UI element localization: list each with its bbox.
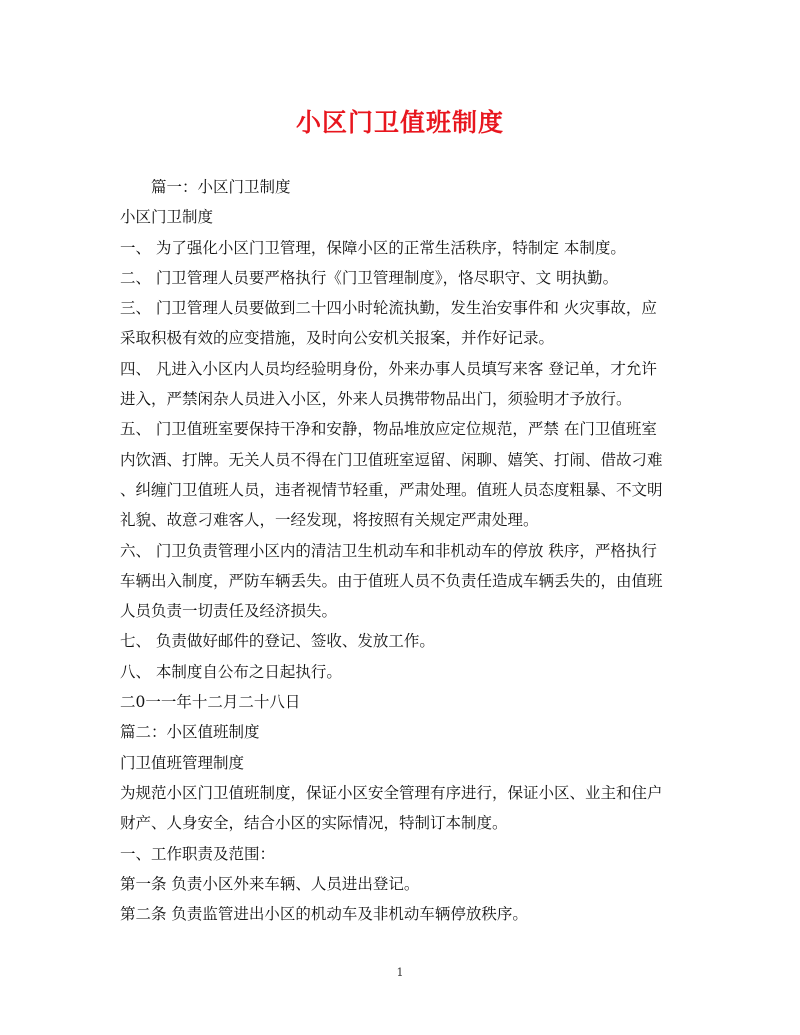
paragraph-line: 七、 负责做好邮件的登记、签收、发放工作。 [120, 632, 435, 651]
paragraph-line: 、纠缠门卫值班人员，违者视情节轻重，严肃处理。值班人员态度粗暴、不文明 [120, 480, 663, 499]
paragraph-line: 六、 门卫负责管理小区内的清洁卫生机动车和非机动车的停放 秩序，严格执行 [120, 541, 657, 560]
paragraph-line: 三、 门卫管理人员要做到二十四小时轮流执勤，发生治安事件和 火灾事故，应 [120, 299, 657, 318]
paragraph-line: 为规范小区门卫值班制度，保证小区安全管理有序进行，保证小区、业主和住户 [120, 783, 663, 802]
paragraph-line: 进入，严禁闲杂人员进入小区，外来人员携带物品出门，须验明才予放行。 [120, 390, 632, 409]
paragraph-line: 财产、人身安全，结合小区的实际情况，特制订本制度。 [120, 814, 508, 833]
paragraph-line: 门卫值班管理制度 [120, 753, 245, 772]
paragraph-line: 小区门卫制度 [120, 208, 214, 227]
paragraph-line: 内饮酒、打牌。无关人员不得在门卫值班室逗留、闲聊、嬉笑、打闹、借故刁难 [120, 450, 663, 469]
section-heading: 篇二：小区值班制度 [120, 723, 260, 742]
paragraph-line: 八、 本制度自公布之日起执行。 [120, 662, 342, 681]
paragraph-line: 车辆出入制度，严防车辆丢失。由于值班人员不负责任造成车辆丢失的，由值班 [120, 571, 663, 590]
paragraph-line: 礼貌、故意刁难客人，一经发现，将按照有关规定严肃处理。 [120, 511, 539, 530]
document-body [120, 172, 688, 929]
paragraph-line: 四、 凡进入小区内人员均经验明身份，外来办事人员填写来客 登记单，才允许 [120, 359, 657, 378]
section-heading: 篇一：小区门卫制度 [151, 178, 291, 196]
paragraph-line: 第二条 负责监管进出小区的机动车及非机动车辆停放秩序。 [120, 905, 528, 924]
paragraph-line: 采取积极有效的应变措施，及时向公安机关报案，并作好记录。 [120, 329, 555, 348]
document-title: 小区门卫值班制度 [295, 108, 504, 137]
page-number: 1 [396, 966, 404, 979]
paragraph-line: 二、 门卫管理人员要严格执行《门卫管理制度》，恪尽职守、文 明执勤。 [120, 268, 619, 287]
date-line: 二0一一年十二月二十八日 [120, 693, 301, 712]
paragraph-line: 人员负责一切责任及经济损失。 [120, 602, 338, 621]
paragraph-line: 五、 门卫值班室要保持干净和安静，物品堆放应定位规范，严禁 在门卫值班室 [120, 420, 657, 439]
paragraph-line: 第一条 负责小区外来车辆、人员进出登记。 [120, 874, 420, 893]
paragraph-line: 一、工作职责及范围： [120, 844, 276, 863]
paragraph-line: 一、 为了强化小区门卫管理，保障小区的正常生活秩序，特制定 本制度。 [120, 238, 626, 257]
